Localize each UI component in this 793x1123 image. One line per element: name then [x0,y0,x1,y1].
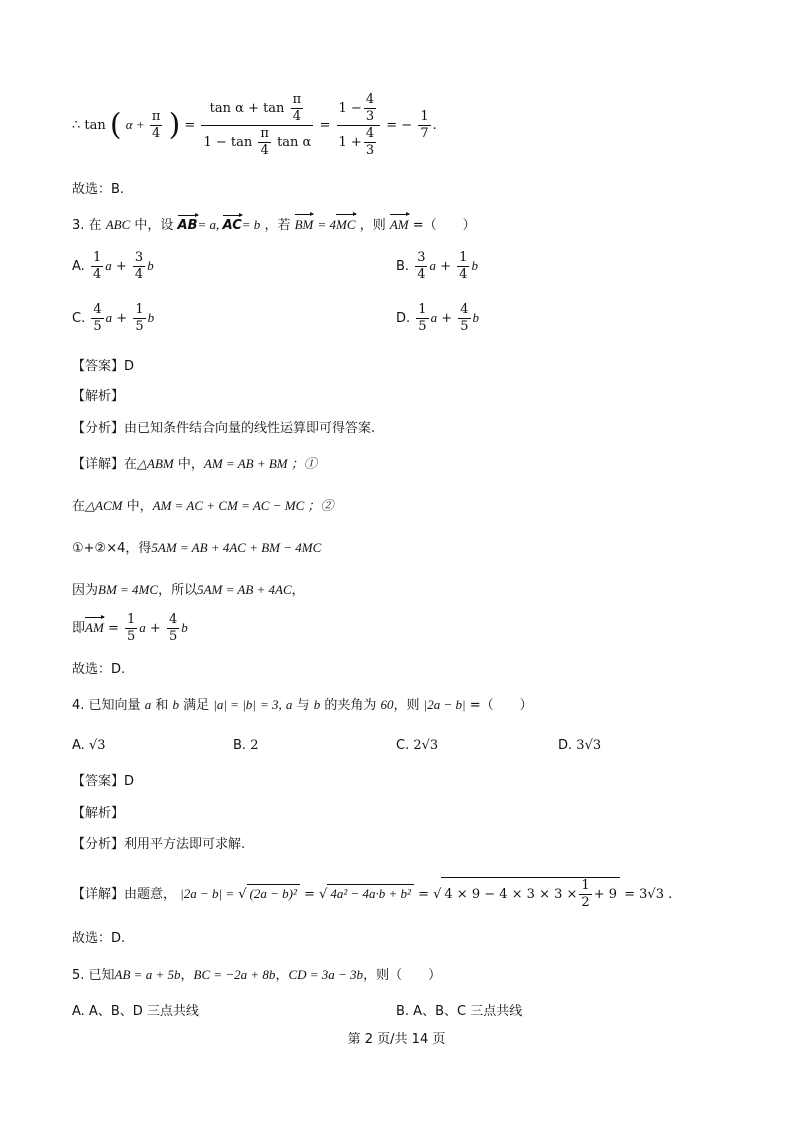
right-paren: ) [168,107,181,143]
q5-option-a[interactable]: A. A、B、D 三点共线 [72,1004,199,1019]
q5-option-b[interactable]: B. A、B、C 三点共线 [396,1004,523,1019]
q4-stem: 4. 已知向量 a 和 b 满足 |a| = |b| = 3, a 与 b 的夹角为 60，则 |2a − b| =（ ） [72,697,533,713]
vec-ab: AB [177,218,198,233]
eq-1: = [184,118,196,133]
q3-detail-4: 因为BM = 4MC，所以5AM = AB + 4AC， [72,582,305,598]
numeric-fraction: 1 − $\frac{4}{3}$ 1 + $\frac{4}{3}$ [337,92,381,159]
page-footer: 第 2 页/共 14 页 [347,1032,446,1047]
q3-option-c[interactable]: C. $\frac{4}{5}$ a + $\frac{1}{5}$ b [72,302,155,334]
q4-choice: 故选：D. [72,931,126,946]
q3-analysis-title: 【解析】 [72,389,125,404]
vec-am: AM [389,217,409,232]
q4-option-b[interactable]: B. 2 [233,738,259,753]
q3-answer: 【答案】D [72,359,135,374]
q4-option-a[interactable]: A. √3 [72,738,106,753]
vec-bm: BM [294,217,314,232]
q3-analysis: 【分析】由已知条件结合向量的线性运算即可得答案. [72,421,376,436]
alpha-plus: α + [125,117,148,132]
q2-choice: 故选：B. [72,182,125,197]
q4-option-d[interactable]: D. 3√3 [558,738,602,753]
q4-analysis-title: 【解析】 [72,806,125,821]
triangle-abc: ABC [105,217,131,232]
q3-choice: 故选：D. [72,662,126,677]
q3-option-b[interactable]: B. $\frac{3}{4}$ a + $\frac{1}{4}$ b [396,250,478,282]
tan-formula: ∴ tan ( α + $\frac{\pi}{4}$ ) = tan α + tan $\frac{\pi}{4}$ 1 − tan $\frac{\pi}{4}$ tan α = 1 − $\frac{4}{3}$ 1 + $\frac{4}{3}$ = − $\frac{1}{7}$ . [72,92,437,158]
result-fraction: $\frac{1}{7}$ [420,109,429,141]
q3-detail-1: 【详解】在△ABM 中，AM = AB + BM ；① [72,456,317,472]
q3-detail-2: 在△ACM 中，AM = AC + CM = AC − MC ；② [72,498,334,514]
vec-mc: MC [336,217,356,232]
tan-prefix: ∴ tan [72,118,106,133]
q3-detail-3: ①+②×4，得5AM = AB + 4AC + BM − 4MC [72,540,322,556]
q3-option-d[interactable]: D. $\frac{1}{5}$ a + $\frac{4}{5}$ b [396,302,480,334]
q3-option-a[interactable]: A. $\frac{1}{4}$ a + $\frac{3}{4}$ b [72,250,154,282]
eq-2: = [319,118,331,133]
q4-detail: 【详解】由题意， |2a − b| = √ (2a − b)² = √ 4a² − 4a·b + b² = √ 4 × 9 − 4 × 3 × 3 × $\frac{1}{2}$ + 9 = 3√3 . [72,878,673,910]
left-paren: ( [109,107,122,143]
q3-detail-5: 即AM = $\frac{1}{5}$ a + $\frac{4}{5}$ b [72,612,188,644]
vec-ac: AC [222,218,242,233]
q4-analysis: 【分析】利用平方法即可求解. [72,837,246,852]
q3-stem: 3. 在 ABC 中，设 AB= a, AC= b ，若 BM = 4MC ，则 AM =（ ） [72,217,476,233]
q5-stem: 5. 已知AB = a + 5b，BC = −2a + 8b，CD = 3a − 3b，则（ ） [72,967,442,983]
q4-answer: 【答案】D [72,774,135,789]
pi-over-4: $\frac{\pi}{4}$ [151,109,161,141]
q4-option-c[interactable]: C. 2√3 [396,738,439,753]
tan-sum-fraction: tan α + tan $\frac{\pi}{4}$ 1 − tan $\frac{\pi}{4}$ tan α [203,92,312,158]
eq-neg: = − [386,118,413,133]
